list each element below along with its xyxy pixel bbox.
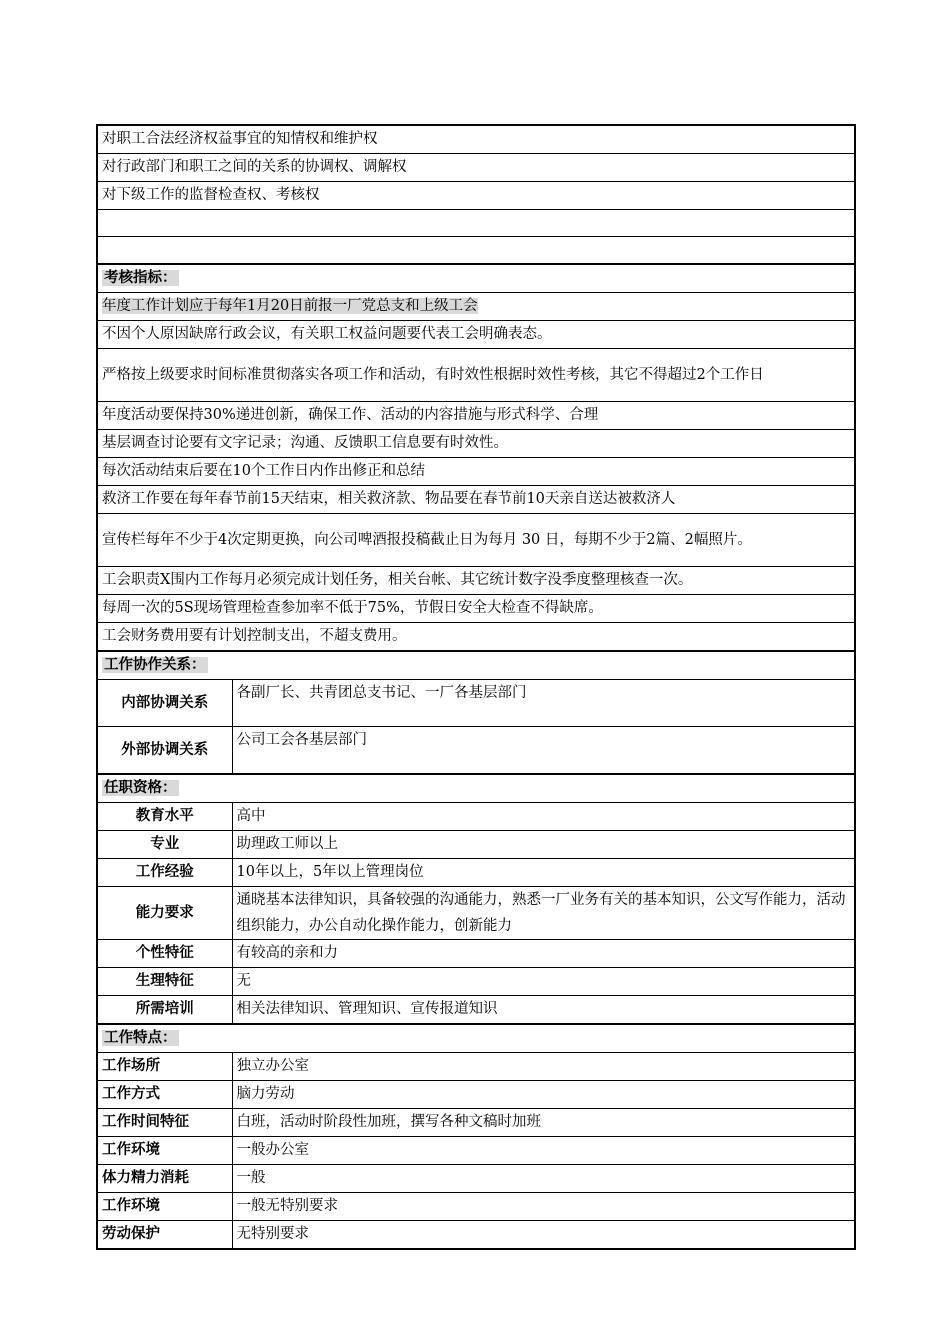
education-label: 教育水平	[97, 803, 232, 831]
experience-label: 工作经验	[97, 859, 232, 887]
training-value: 相关法律知识、管理知识、宣传报道知识	[232, 996, 855, 1025]
job-description-document	[96, 124, 854, 1250]
kpi-item: 不因个人原因缺席行政会议，有关职工权益问题要代表工会明确表态。	[97, 321, 855, 349]
physical-label: 生理特征	[97, 968, 232, 996]
right-row: 对行政部门和职工之间的关系的协调权、调解权	[97, 154, 855, 182]
major-value: 助理政工师以上	[232, 831, 855, 859]
work-time-value: 白班，活动时阶段性加班，撰写各种文稿时加班	[232, 1109, 855, 1137]
kpi-item: 年度工作计划应于每年1月20日前报一厂党总支和上级工会	[97, 293, 855, 321]
workplace-label: 工作场所	[97, 1053, 232, 1081]
features-section-header: 工作特点：	[97, 1024, 855, 1053]
right-row	[97, 237, 855, 265]
experience-value: 10年以上，5年以上管理岗位	[232, 859, 855, 887]
personality-label: 个性特征	[97, 940, 232, 968]
internal-coordination-label: 内部协调关系	[97, 680, 232, 727]
kpi-item: 救济工作要在每年春节前15天结束，相关救济款、物品要在春节前10天亲自送达被救济人	[97, 486, 855, 514]
training-label: 所需培训	[97, 996, 232, 1025]
work-mode-value: 脑力劳动	[232, 1081, 855, 1109]
ability-value: 通晓基本法律知识，具备较强的沟通能力，熟悉一厂业务有关的基本知识，公文写作能力，活动组织能力，办公自动化操作能力，创新能力	[232, 887, 855, 940]
labor-protection-label: 劳动保护	[97, 1221, 232, 1250]
kpi-item: 每次活动结束后要在10个工作日内作出修正和总结	[97, 458, 855, 486]
workplace-value: 独立办公室	[232, 1053, 855, 1081]
work-environment-2-value: 一般无特别要求	[232, 1193, 855, 1221]
external-coordination-value: 公司工会各基层部门	[232, 727, 855, 775]
kpi-item: 严格按上级要求时间标准贯彻落实各项工作和活动，有时效性根据时效性考核，其它不得超过2个工作日	[97, 349, 855, 402]
major-label: 专业	[97, 831, 232, 859]
internal-coordination-value: 各副厂长、共青团总支书记、一厂各基层部门	[232, 680, 855, 727]
energy-consumption-label: 体力精力消耗	[97, 1165, 232, 1193]
kpi-item: 每周一次的5S现场管理检查参加率不低于75%，节假日安全大检查不得缺席。	[97, 595, 855, 623]
qualification-section-header: 任职资格：	[97, 774, 855, 803]
kpi-item: 宣传栏每年不少于4次定期更换，向公司啤酒报投稿截止日为每月 30 日，每期不少于2篇、2幅照片。	[97, 514, 855, 567]
external-coordination-label: 外部协调关系	[97, 727, 232, 775]
work-environment-label: 工作环境	[97, 1137, 232, 1165]
energy-consumption-value: 一般	[232, 1165, 855, 1193]
kpi-item: 工会职责X围内工作每月必须完成计划任务，相关台帐、其它统计数字没季度整理核查一次。	[97, 567, 855, 595]
kpi-item: 工会财务费用要有计划控制支出，不超支费用。	[97, 623, 855, 652]
job-description-table	[96, 124, 856, 1250]
right-row: 对职工合法经济权益事宜的知情权和维护权	[97, 125, 855, 154]
right-row: 对下级工作的监督检查权、考核权	[97, 182, 855, 210]
ability-label: 能力要求	[97, 887, 232, 940]
work-environment-2-label: 工作环境	[97, 1193, 232, 1221]
physical-value: 无	[232, 968, 855, 996]
cooperation-section-header: 工作协作关系：	[97, 651, 855, 680]
kpi-item: 年度活动要保持30%递进创新，确保工作、活动的内容措施与形式科学、合理	[97, 402, 855, 430]
labor-protection-value: 无特别要求	[232, 1221, 855, 1250]
personality-value: 有较高的亲和力	[232, 940, 855, 968]
kpi-item: 基层调查讨论要有文字记录；沟通、反馈职工信息要有时效性。	[97, 430, 855, 458]
work-time-label: 工作时间特征	[97, 1109, 232, 1137]
work-environment-value: 一般办公室	[232, 1137, 855, 1165]
education-value: 高中	[232, 803, 855, 831]
kpi-section-header: 考核指标：	[97, 264, 855, 293]
right-row	[97, 210, 855, 237]
work-mode-label: 工作方式	[97, 1081, 232, 1109]
